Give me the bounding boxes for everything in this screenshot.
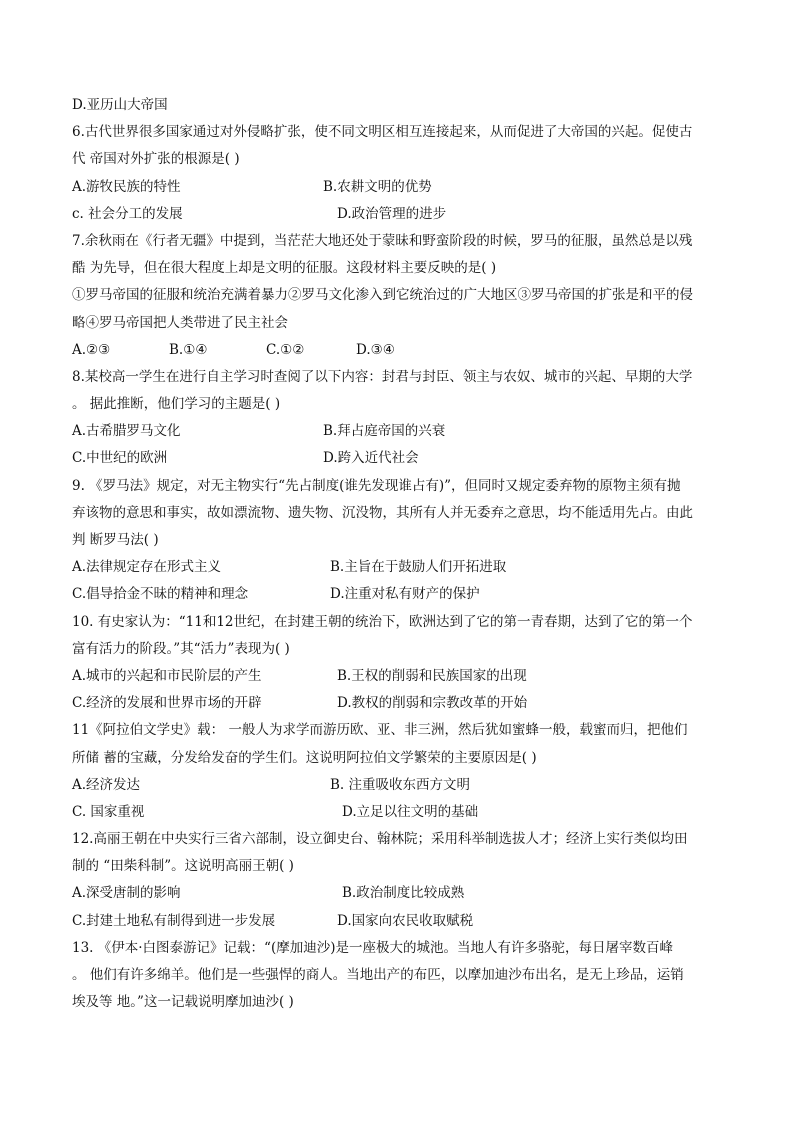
- question-8-options-row-1: [72, 418, 722, 445]
- question-7-stem-line-1: 7.余秋雨在《行者无疆》中提到，当茫茫大地还处于蒙昧和野蛮阶段的时候，罗马的征服，虽然总是以残: [72, 232, 693, 249]
- question-10-option-d: D.教权的削弱和宗教改革的开始: [337, 695, 528, 712]
- question-10-options-row-2: [72, 690, 722, 717]
- question-8-options-row-2: [72, 445, 722, 472]
- question-9-options-row-2: [72, 581, 722, 608]
- question-8-stem-line-2: 。 据此推断，他们学习的主题是( ): [72, 396, 281, 413]
- question-8-option-c: C.中世纪的欧洲: [72, 450, 168, 467]
- question-8-option-b: B.拜占庭帝国的兴衰: [323, 423, 446, 440]
- question-11-option-a: A.经济发达: [72, 776, 141, 793]
- question-9: [72, 473, 722, 609]
- question-6: [72, 119, 722, 228]
- question-10-option-a: A.城市的兴起和市民阶层的产生: [72, 667, 262, 684]
- prev-question-option-d: D.亚历山大帝国: [72, 97, 168, 113]
- question-11-option-c: C. 国家重视: [72, 803, 145, 820]
- question-6-options-row-1: [72, 174, 722, 201]
- question-9-stem-line-1: 9. 《罗马法》规定，对无主物实行“先占制度(谁先发现谁占有)”，但同时又规定委弃物的原物主须有抛: [72, 477, 681, 494]
- question-7: [72, 228, 722, 364]
- question-10-option-c: C.经济的发展和世界市场的开辟: [72, 695, 262, 712]
- question-9-stem-line-2: 弃该物的意思和事实，故如漂流物、遗失物、沉没物，其所有人并无委弃之意思，均不能适用先占。由此: [72, 504, 693, 521]
- question-8-stem-line-1: 8.某校高一学生在进行自主学习时查阅了以下内容：封君与封臣、领主与农奴、城市的兴起、早期的大学: [72, 368, 693, 385]
- question-6-option-a: A.游牧民族的特性: [72, 178, 181, 195]
- question-11-options-row-1: [72, 772, 722, 799]
- question-6-option-d: D.政治管理的进步: [337, 205, 447, 222]
- question-12-options-row-2: [72, 908, 722, 935]
- question-12-stem-line-2: 制的 “田柴科制”。这说明高丽王朝( ): [72, 858, 294, 875]
- question-10-option-b: B.王权的削弱和民族国家的出现: [337, 667, 527, 684]
- question-11-stem-line-1: 11《阿拉伯文学史》载： 一般人为求学而游历欧、亚、非三洲，然后犹如蜜蜂一般，载蜜而归，把他们: [72, 722, 688, 739]
- question-7-option-c: C.①②: [266, 341, 305, 358]
- question-10-stem-line-2: 富有活力的阶段。”其“活力”表现为( ): [72, 640, 290, 657]
- question-12-stem-line-1: 12.高丽王朝在中央实行三省六部制，设立御史台、翰林院；采用科举制选拔人才；经济上实行类似均田: [72, 831, 688, 848]
- question-12-options-row-1: [72, 880, 722, 907]
- question-6-option-b: B.农耕文明的优势: [323, 178, 432, 195]
- question-12-option-d: D.国家向农民收取赋税: [337, 912, 474, 929]
- question-10: [72, 609, 722, 718]
- exam-page: [72, 92, 722, 1016]
- question-7-option-a: A.②③: [72, 341, 111, 358]
- question-11-option-d: D.立足以往文明的基础: [342, 803, 479, 820]
- question-8-option-a: A.古希腊罗马文化: [72, 423, 181, 440]
- question-12: [72, 826, 722, 935]
- question-11-options-row-2: [72, 799, 722, 826]
- question-6-stem-line-1: 6.古代世界很多国家通过对外侵略扩张，使不同文明区相互连接起来，从而促进了大帝国的兴起。促使古: [72, 124, 693, 141]
- question-7-stem-line-2: 酷 为先导，但在很大程度上却是文明的征服。这段材料主要反映的是( ): [72, 260, 497, 277]
- question-13-stem-line-3: 埃及等 地。”这一记载说明摩加迪沙( ): [72, 994, 294, 1011]
- question-7-statements-line-1: ①罗马帝国的征服和统治充满着暴力②罗马文化渗入到它统治过的广大地区③罗马帝国的扩张是和平的侵: [72, 287, 693, 304]
- question-7-options-row: [72, 337, 722, 364]
- question-9-option-c: C.倡导拾金不昧的精神和理念: [72, 586, 249, 603]
- question-11-option-b: B. 注重吸收东西方文明: [330, 776, 471, 793]
- question-8: [72, 364, 722, 473]
- question-8-option-d: D.跨入近代社会: [323, 450, 419, 467]
- question-6-options-row-2: [72, 201, 722, 228]
- question-9-option-d: D.注重对私有财产的保护: [330, 586, 480, 603]
- question-11: [72, 717, 722, 826]
- question-6-option-c: c. 社会分工的发展: [72, 205, 183, 222]
- question-13-stem-line-1: 13. 《伊本·白图泰游记》记载：“(摩加迪沙)是一座极大的城池。当地人有许多骆驼，每日屠宰数百峰: [72, 939, 673, 956]
- question-9-options-row-1: [72, 554, 722, 581]
- question-7-statements-line-2: 略④罗马帝国把人类带进了民主社会: [72, 314, 288, 331]
- question-12-option-a: A.深受唐制的影响: [72, 885, 181, 902]
- question-6-stem-line-2: 代 帝国对外扩张的根源是( ): [72, 151, 240, 168]
- question-9-stem-line-3: 判 断罗马法( ): [72, 532, 159, 548]
- question-9-option-b: B.主旨在于鼓励人们开拓进取: [330, 559, 507, 576]
- question-11-stem-line-2: 所储 蓄的宝藏，分发给发奋的学生们。这说明阿拉伯文学繁荣的主要原因是( ): [72, 749, 537, 766]
- question-7-option-d: D.③④: [356, 341, 395, 358]
- question-12-option-c: C.封建土地私有制得到进一步发展: [72, 912, 276, 929]
- question-13-stem-line-2: 。 他们有许多绵羊。他们是一些强悍的商人。当地出产的布匹，以摩加迪沙布出名，是无上珍品，运销: [72, 967, 684, 983]
- question-7-option-b: B.①④: [169, 341, 208, 358]
- question-10-stem-line-1: 10. 有史家认为：“11和12世纪，在封建王朝的统治下，欧洲达到了它的第一青春期，达到了它的第一个: [72, 613, 693, 630]
- question-13: [72, 935, 722, 1017]
- question-10-options-row-1: [72, 663, 722, 690]
- question-12-option-b: B.政治制度比较成熟: [342, 885, 465, 902]
- question-9-option-a: A.法律规定存在形式主义: [72, 559, 222, 576]
